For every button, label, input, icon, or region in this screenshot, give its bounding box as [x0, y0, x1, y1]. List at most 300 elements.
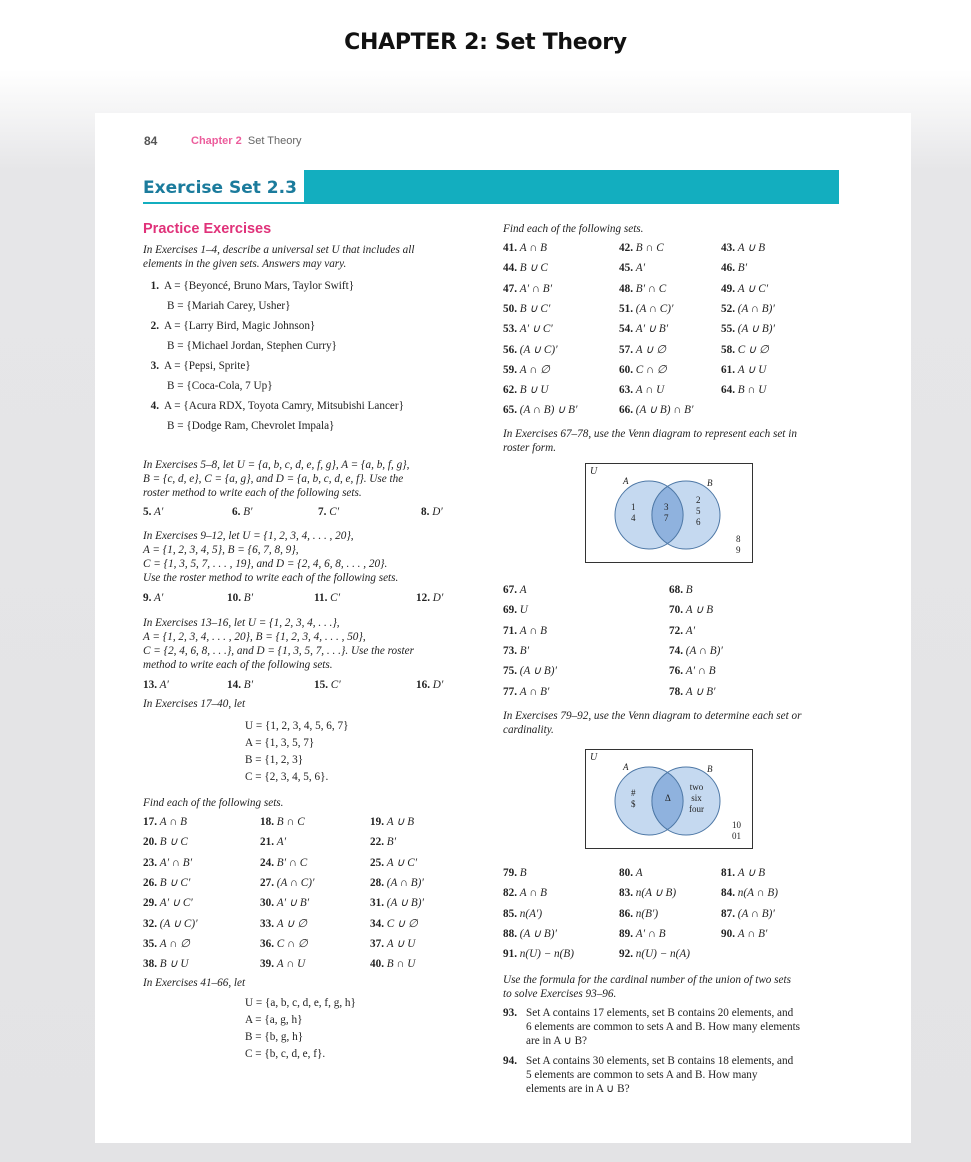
- item-expression: B ∪ U: [519, 384, 549, 397]
- item-set: A′: [154, 592, 164, 604]
- item-expression: n(A ∪ B): [635, 887, 677, 900]
- set-b-label: B: [707, 478, 713, 488]
- exercise-item: [260, 815, 305, 829]
- exercise-item: [260, 856, 307, 870]
- item-number: 38.: [143, 958, 157, 971]
- exercise-item: [619, 383, 664, 397]
- exercise-item: [503, 322, 553, 336]
- item-expression: n(A ∩ B): [737, 887, 778, 900]
- item-number: 36.: [260, 937, 274, 950]
- textbook-page: [95, 113, 911, 1143]
- exercise-item: [143, 937, 190, 951]
- item-expression: A ∪ B: [737, 867, 766, 879]
- item-expression: A ∩ B: [519, 242, 547, 254]
- item-set: B′: [243, 592, 254, 604]
- venn-diagram-2: [585, 749, 753, 849]
- item-expression: C ∩ ∅: [276, 937, 308, 950]
- item-number: 64.: [721, 384, 735, 397]
- item-number: 48.: [619, 282, 633, 295]
- intro-line: In Exercises 1–4, describe a universal set U that includes all: [143, 244, 415, 256]
- exercise-item: [503, 603, 528, 617]
- practice-heading: Practice Exercises: [143, 221, 272, 237]
- exercise-item: [721, 282, 768, 296]
- item-expression: B′: [519, 644, 530, 657]
- item-expression: B ∪ C: [159, 836, 188, 849]
- item-number: 90.: [721, 927, 735, 940]
- item-expression: n(U) − n(A): [635, 948, 690, 961]
- ex67-78-intro: [503, 427, 843, 455]
- problem-line: 6 elements are common to sets A and B. How many elements: [526, 1021, 801, 1033]
- exercise-item: [503, 644, 529, 658]
- region-both: [664, 502, 669, 524]
- item-set: A = {Acura RDX, Toyota Camry, Mitsubishi Lancer}: [164, 400, 404, 412]
- exercise-item: [143, 835, 188, 849]
- item-number: 65.: [503, 404, 517, 417]
- item-number: 6.: [232, 506, 241, 518]
- ex41-66-grid: [503, 241, 843, 424]
- item-set: B = {Michael Jordan, Stephen Curry}: [167, 340, 337, 352]
- item-number: 50.: [503, 302, 517, 315]
- problem-line: 5 elements are common to sets A and B. How many: [526, 1069, 758, 1081]
- list-item: [143, 591, 163, 605]
- item-number: 24.: [260, 856, 274, 869]
- item-number: 81.: [721, 867, 735, 879]
- item-expression: C ∪ ∅: [386, 917, 418, 930]
- item-expression: A ∩ ∅: [519, 363, 550, 376]
- exercise-item: [370, 856, 417, 870]
- item-number: 21.: [260, 836, 274, 849]
- exercise-item: [370, 815, 414, 829]
- exercise-item: [721, 363, 766, 377]
- item-expression: B′: [737, 262, 748, 275]
- item-expression: B: [519, 867, 527, 879]
- item-set: C′: [330, 592, 341, 604]
- exercise-item: [143, 896, 193, 910]
- running-header: [191, 135, 301, 147]
- item-expression: B ∪ U: [159, 958, 189, 971]
- item-number: 41.: [503, 242, 517, 254]
- item-number: 77.: [503, 685, 517, 698]
- intro-line: B = {c, d, e}, C = {a, g}, and D = {a, b, c, d, e, f}. Use the: [143, 473, 404, 485]
- exercise-item: [370, 835, 396, 849]
- item-number: 30.: [260, 897, 274, 910]
- item-number: 40.: [370, 958, 384, 971]
- item-expression: (A ∪ B)′: [737, 323, 775, 336]
- element: 4: [631, 513, 636, 523]
- intro-line: Use the roster method to write each of the following sets.: [143, 572, 399, 584]
- region-a-only: [631, 788, 636, 810]
- item-number: 71.: [503, 624, 517, 637]
- item-expression: A ∪ C′: [386, 856, 418, 869]
- item-expression: A′ ∩ B′: [159, 856, 193, 869]
- item-number: 59.: [503, 363, 517, 376]
- problem-line: are in A ∪ B?: [526, 1035, 588, 1047]
- universal-label: U: [590, 752, 598, 763]
- exercise-item: [619, 886, 676, 900]
- exercise-item: [503, 624, 547, 638]
- intro-line: In Exercises 67–78, use the Venn diagram to represent each set in: [503, 428, 797, 440]
- element: four: [689, 804, 704, 814]
- ex41-66-find: Find each of the following sets.: [503, 223, 644, 235]
- exercise-item: [669, 624, 695, 638]
- item-number: 39.: [260, 958, 274, 971]
- item-number: 68.: [669, 584, 683, 596]
- item-set: D′: [432, 592, 444, 604]
- list-item: [143, 399, 483, 419]
- item-number: 22.: [370, 836, 384, 849]
- exercise-item: [143, 876, 190, 890]
- item-number: 63.: [619, 384, 633, 397]
- item-number: 12.: [416, 592, 430, 604]
- list-item: [143, 379, 483, 399]
- item-expression: C ∩ ∅: [635, 363, 667, 376]
- item-number: 45.: [619, 262, 633, 275]
- section-bar: [143, 170, 839, 204]
- ex5-8-items: [143, 505, 483, 519]
- word-problem-93: [503, 1006, 843, 1048]
- universal-label: U: [590, 466, 598, 477]
- item-expression: B: [685, 584, 693, 596]
- list-item: [143, 299, 483, 319]
- exercise-item: [143, 957, 188, 971]
- set-a-label: A: [623, 476, 629, 486]
- exercise-item: [370, 896, 424, 910]
- item-number: 14.: [227, 679, 241, 691]
- item-number: 93.: [503, 1007, 517, 1019]
- item-number: 84.: [721, 887, 735, 900]
- item-expression: (A ∩ B)′: [685, 644, 723, 657]
- item-number: 18.: [260, 816, 274, 828]
- exercise-item: [503, 403, 577, 417]
- item-number: 25.: [370, 856, 384, 869]
- list-item: [416, 678, 443, 692]
- item-expression: A ∪ B′: [685, 685, 716, 698]
- region-b-only: [696, 495, 701, 528]
- ex13-16-intro: [143, 616, 483, 672]
- item-set: A′: [154, 506, 164, 518]
- intro-line: to solve Exercises 93–96.: [503, 988, 617, 1000]
- item-expression: C ∪ ∅: [737, 343, 769, 356]
- intro-line: A = {1, 2, 3, 4, . . . , 20}, B = {1, 2, 3, 4, . . . , 50},: [143, 631, 366, 643]
- item-expression: A′ ∩ B: [635, 927, 666, 940]
- exercise-item: [503, 363, 550, 377]
- item-number: 58.: [721, 343, 735, 356]
- item-expression: (A ∩ B)′: [737, 302, 775, 315]
- exercise-item: [370, 957, 415, 971]
- intro-line: Use the formula for the cardinal number of the union of two sets: [503, 974, 791, 986]
- item-expression: B′ ∩ C: [276, 856, 308, 869]
- region-outside: [736, 534, 741, 556]
- item-expression: A ∪ U: [737, 363, 767, 376]
- item-expression: (A ∪ B) ∩ B′: [635, 404, 694, 417]
- item-expression: A′ ∩ B: [685, 665, 716, 678]
- problem-line: Set A contains 30 elements, set B contains 18 elements, and: [526, 1055, 794, 1067]
- ex13-16-items: [143, 678, 483, 692]
- item-expression: A ∪ C′: [737, 282, 769, 295]
- exercise-item: [503, 927, 557, 941]
- venn-diagram-1: [585, 463, 753, 563]
- exercise-item: [503, 583, 527, 597]
- item-number: 16.: [416, 679, 430, 691]
- exercise-item: [370, 937, 415, 951]
- item-number: 89.: [619, 927, 633, 940]
- exercise-item: [503, 282, 552, 296]
- exercise-item: [143, 815, 187, 829]
- element: two: [689, 782, 704, 792]
- item-number: 67.: [503, 584, 517, 596]
- item-expression: n(U) − n(B): [519, 948, 574, 961]
- item-set: C′: [329, 506, 340, 518]
- set-definition: U = {1, 2, 3, 4, 5, 6, 7}: [245, 720, 349, 732]
- item-number: 53.: [503, 323, 517, 336]
- exercise-item: [503, 907, 542, 921]
- item-number: 15.: [314, 679, 328, 691]
- exercise-item: [619, 947, 690, 961]
- item-number: 94.: [503, 1055, 517, 1067]
- list-item: [421, 505, 443, 519]
- item-number: 32.: [143, 917, 157, 930]
- item-number: 73.: [503, 644, 517, 657]
- item-number: 35.: [143, 937, 157, 950]
- item-number: 37.: [370, 937, 384, 950]
- item-number: 85.: [503, 907, 517, 920]
- item-number: 23.: [143, 856, 157, 869]
- exercise-item: [370, 917, 418, 931]
- item-set: B = {Mariah Carey, Usher}: [167, 300, 291, 312]
- item-number: 7.: [318, 506, 327, 518]
- item-number: 34.: [370, 917, 384, 930]
- item-expression: (A ∩ B)′: [737, 907, 775, 920]
- item-expression: A ∪ U: [386, 937, 416, 950]
- exercise-item: [370, 876, 424, 890]
- list-item: [143, 319, 483, 339]
- item-number: 28.: [370, 876, 384, 889]
- item-expression: U: [519, 604, 528, 617]
- item-number: 57.: [619, 343, 633, 356]
- exercise-item: [721, 383, 766, 397]
- ex41-66-defs: [245, 995, 356, 1063]
- item-number: 76.: [669, 665, 683, 678]
- item-expression: B ∩ U: [737, 384, 767, 397]
- item-expression: A ∩ ∅: [159, 937, 190, 950]
- exercise-item: [721, 261, 747, 275]
- element: 7: [664, 513, 669, 523]
- item-set: D′: [432, 679, 444, 691]
- region-a-only: [631, 502, 636, 524]
- item-expression: A′ ∪ B′: [276, 897, 310, 910]
- exercise-item: [260, 835, 286, 849]
- set-definition: A = {1, 3, 5, 7}: [245, 737, 315, 749]
- list-item: [318, 505, 339, 519]
- element: 1: [631, 502, 636, 512]
- set-definition: C = {2, 3, 4, 5, 6}.: [245, 771, 329, 783]
- set-definition: U = {a, b, c, d, e, f, g, h}: [245, 997, 356, 1009]
- set-definition: A = {a, g, h}: [245, 1014, 303, 1026]
- intro-line: In Exercises 5–8, let U = {a, b, c, d, e, f, g}, A = {a, b, f, g},: [143, 459, 410, 471]
- exercise-item: [721, 927, 767, 941]
- list-item: [232, 505, 252, 519]
- region-outside: [732, 820, 741, 842]
- exercise-item: [260, 917, 307, 931]
- item-expression: B ∪ C: [519, 262, 548, 275]
- item-expression: (A ∪ B)′: [519, 665, 557, 678]
- set-b-label: B: [707, 764, 713, 774]
- set-definition: C = {b, c, d, e, f}.: [245, 1048, 326, 1060]
- set-definition: B = {b, g, h}: [245, 1031, 304, 1043]
- intro-line: roster method to write each of the following sets.: [143, 487, 362, 499]
- item-expression: B ∩ C: [635, 242, 664, 254]
- item-expression: A ∩ B′: [737, 927, 768, 940]
- item-number: 46.: [721, 262, 735, 275]
- exercise-item: [619, 241, 664, 255]
- list-item: [143, 339, 483, 359]
- item-number: 27.: [260, 876, 274, 889]
- exercise-item: [619, 302, 673, 316]
- exercise-item: [503, 383, 548, 397]
- exercise-item: [260, 957, 305, 971]
- item-expression: (A ∪ B)′: [386, 897, 424, 910]
- item-number: 44.: [503, 262, 517, 275]
- intro-line: method to write each of the following sets.: [143, 659, 333, 671]
- item-expression: (A ∪ B)′: [519, 927, 557, 940]
- ex17-40-find: Find each of the following sets.: [143, 797, 284, 809]
- item-number: 10.: [227, 592, 241, 604]
- item-set: B′: [243, 679, 254, 691]
- intro-line: In Exercises 13–16, let U = {1, 2, 3, 4, . . .},: [143, 617, 340, 629]
- item-set: B = {Coca-Cola, 7 Up}: [167, 380, 273, 392]
- exercise-item: [260, 937, 308, 951]
- exercise-item: [503, 241, 547, 255]
- item-number: 55.: [721, 323, 735, 336]
- ex79-92-intro: [503, 709, 843, 737]
- item-expression: A ∪ ∅: [276, 917, 307, 930]
- item-number: 92.: [619, 948, 633, 961]
- ex1-4-intro: [143, 243, 479, 271]
- exercise-item: [669, 603, 713, 617]
- item-number: 8.: [421, 506, 430, 518]
- item-number: 54.: [619, 323, 633, 336]
- item-expression: A′ ∩ B′: [519, 282, 553, 295]
- ex9-12-intro: [143, 529, 483, 585]
- item-expression: (A ∩ B) ∪ B′: [519, 404, 578, 417]
- intro-line: C = {2, 4, 6, 8, . . .}, and D = {1, 3, 5, 7, . . .}. Use the roster: [143, 645, 414, 657]
- item-expression: A ∩ U: [635, 384, 665, 397]
- item-expression: A′: [635, 262, 646, 275]
- item-expression: A′ ∪ C′: [159, 897, 193, 910]
- item-expression: (A ∪ C)′: [159, 917, 198, 930]
- intro-line: C = {1, 3, 5, 7, . . . , 19}, and D = {2, 4, 6, 8, . . . , 20}.: [143, 558, 388, 570]
- problem-line: Set A contains 17 elements, set B contains 20 elements, and: [526, 1007, 794, 1019]
- intro-line: In Exercises 9–12, let U = {1, 2, 3, 4, . . . , 20},: [143, 530, 354, 542]
- exercise-item: [669, 664, 716, 678]
- item-number: 52.: [721, 302, 735, 315]
- item-number: 26.: [143, 876, 157, 889]
- element: 3: [664, 502, 669, 512]
- item-expression: A ∪ B: [386, 816, 415, 828]
- item-number: 72.: [669, 624, 683, 637]
- exercise-item: [503, 343, 558, 357]
- exercise-item: [503, 886, 547, 900]
- exercise-item: [619, 282, 666, 296]
- exercise-item: [260, 876, 314, 890]
- exercise-item: [669, 583, 693, 597]
- set-a-label: A: [623, 762, 629, 772]
- item-expression: A ∩ B: [519, 624, 547, 637]
- item-expression: A ∩ B′: [519, 685, 550, 698]
- item-number: 79.: [503, 867, 517, 879]
- item-number: 91.: [503, 948, 517, 961]
- item-number: 70.: [669, 604, 683, 617]
- exercise-item: [143, 856, 192, 870]
- intro-line: roster form.: [503, 442, 557, 454]
- exercise-item: [503, 947, 574, 961]
- element: 8: [736, 534, 741, 544]
- item-number: 82.: [503, 887, 517, 900]
- exercise-item: [721, 241, 765, 255]
- chapter-label: Chapter 2: [191, 135, 242, 147]
- item-expression: n(B′): [635, 907, 659, 920]
- item-number: 62.: [503, 384, 517, 397]
- ex67-78-grid: [503, 583, 843, 705]
- item-number: 4.: [150, 400, 159, 412]
- list-item: [143, 359, 483, 379]
- item-expression: A ∩ U: [276, 958, 306, 971]
- item-expression: A′: [276, 836, 287, 849]
- exercise-item: [721, 907, 775, 921]
- ex9-12-items: [143, 591, 483, 605]
- list-item: [143, 419, 483, 439]
- ex79-92-grid: [503, 866, 843, 968]
- item-number: 69.: [503, 604, 517, 617]
- item-number: 43.: [721, 242, 735, 254]
- item-expression: B ∪ C′: [159, 876, 191, 889]
- intro-line: In Exercises 79–92, use the Venn diagram to determine each set or: [503, 710, 802, 722]
- item-number: 11.: [314, 592, 328, 604]
- item-set: A′: [159, 679, 169, 691]
- item-number: 74.: [669, 644, 683, 657]
- exercise-item: [619, 261, 645, 275]
- item-set: B′: [243, 506, 253, 518]
- item-expression: (A ∪ C)′: [519, 343, 558, 356]
- ex17-40-grid: [143, 815, 463, 977]
- item-set: A = {Larry Bird, Magic Johnson}: [164, 320, 316, 332]
- item-set: B = {Dodge Ram, Chevrolet Impala}: [167, 420, 335, 432]
- item-number: 33.: [260, 917, 274, 930]
- item-expression: A ∩ B: [519, 887, 547, 900]
- item-number: 20.: [143, 836, 157, 849]
- ex93-96-intro: [503, 973, 843, 1001]
- exercise-item: [721, 302, 775, 316]
- exercise-item: [260, 896, 309, 910]
- item-expression: B ∪ C′: [519, 302, 551, 315]
- item-number: 75.: [503, 665, 517, 678]
- item-expression: (A ∩ C)′: [276, 876, 315, 889]
- list-item: [143, 279, 483, 299]
- item-number: 88.: [503, 927, 517, 940]
- list-item: [143, 505, 163, 519]
- exercise-item: [721, 886, 778, 900]
- region-b-only: [689, 782, 704, 815]
- item-expression: n(A′): [519, 907, 543, 920]
- item-expression: B′: [386, 836, 397, 849]
- banner-title: CHAPTER 2: Set Theory: [344, 30, 627, 55]
- exercise-item: [619, 907, 658, 921]
- list-item: [227, 591, 253, 605]
- item-expression: B′ ∩ C: [635, 282, 667, 295]
- exercise-item: [619, 403, 693, 417]
- item-expression: A ∩ B: [159, 816, 187, 828]
- element: Δ: [665, 793, 671, 803]
